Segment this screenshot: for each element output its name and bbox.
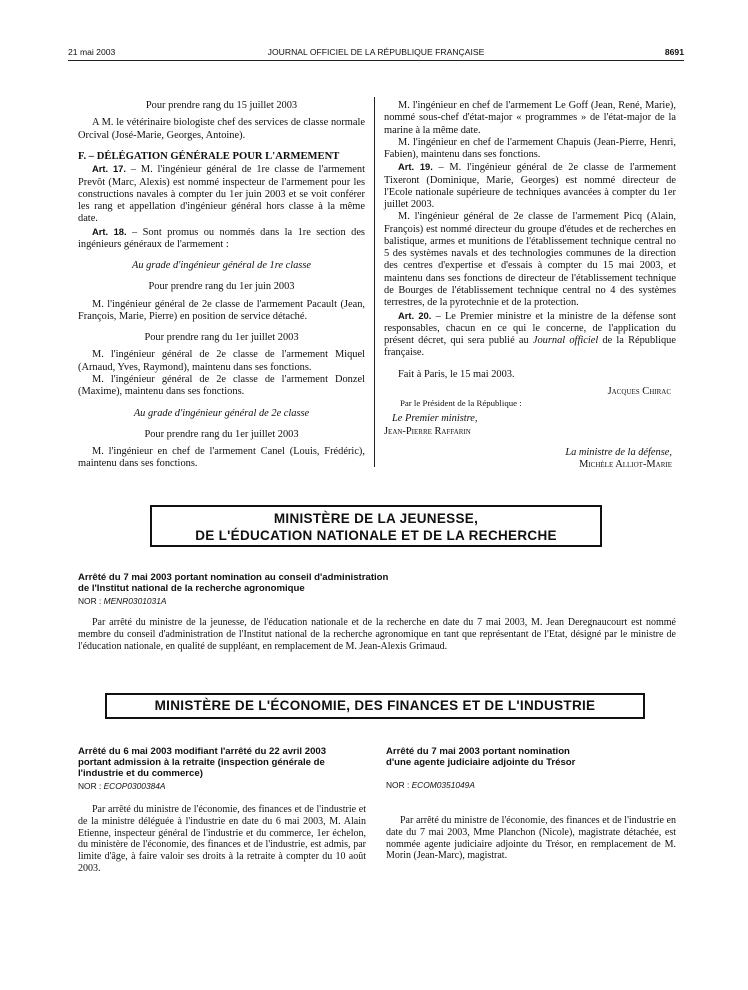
column-divider (374, 97, 375, 467)
paragraph-legoff: M. l'ingénieur en chef de l'armement Le Goff (Jean, René, Marie), nommé sous-chef d'état-major « programmes » de l'état-major de la marine à la même date. (384, 100, 676, 136)
nor-label: NOR : (78, 596, 104, 607)
article-17-text: – M. l'ingénieur général de 1re classe de l'armement Prevôt (Marc, Alexis) est nommé inspecteur de l'armement pour les constructions navales à compter du 1er juin 2003 et se voit conférer les rang et appellation d'ingénieur général hors classe à la même date. (78, 164, 365, 225)
economy-left-body: Par arrêté du ministre de l'économie, des finances et de l'industrie et de la ministre déléguée à l'industrie en date du 6 mai 2003, M. Alain Etienne, inspecteur général de l'industrie et du commerce, 1er échelon, du ministère de l'économie, des finances et de l'industrie, est admis, par limite d'âge, à faire valoir ses droits à la retraite à compter du 10 août 2003. (78, 804, 366, 874)
arrete-title: l'industrie et du commerce) (78, 768, 203, 780)
defense-minister-title: La ministre de la défense, (565, 447, 672, 459)
article-17 (78, 163, 365, 225)
article-20 (384, 310, 676, 360)
ministry-education-line1: MINISTÈRE DE LA JEUNESSE, (273, 511, 479, 526)
left-column (78, 100, 365, 471)
paragraph-canel: M. l'ingénieur en chef de l'armement Canel (Louis, Frédéric), maintenu dans ses fonctions. (78, 446, 365, 470)
arrete-title: de l'Institut national de la recherche agronomique (78, 583, 305, 595)
paragraph-donzel: M. l'ingénieur général de 2e classe de l'armement Donzel (Maxime), maintenu dans ses fonctions. (78, 374, 365, 398)
nor-code: MENR0301031A (103, 596, 167, 607)
article-19 (384, 161, 676, 211)
nor-code: ECOM0351049A (411, 780, 475, 791)
economy-left-arrete (78, 746, 366, 875)
nor-label: NOR : (78, 781, 104, 792)
header-page-number: 8691 (664, 47, 684, 57)
premier-ministre-title: Le Premier ministre, (392, 413, 478, 425)
article-18 (78, 226, 365, 252)
signer-president: Jacques Chirac (607, 385, 671, 397)
article-19-label: Art. 19. (398, 161, 433, 173)
fait-a-paris: Fait à Paris, le 15 mai 2003. (398, 368, 515, 380)
arrete-title: portant admission à la retraite (inspection générale de (78, 757, 325, 769)
header-journal-title: JOURNAL OFFICIEL DE LA RÉPUBLIQUE FRANÇAISE (267, 47, 485, 57)
article-20-text-b: de la République française. (384, 335, 676, 359)
section-heading-dga: F. – DÉLÉGATION GÉNÉRALE POUR L'ARMEMENT (78, 150, 340, 162)
right-column (384, 100, 676, 472)
nor-code: ECOP0300384A (103, 781, 166, 792)
arrete-title: Arrêté du 6 mai 2003 modifiant l'arrêté du 22 avril 2003 (78, 746, 327, 757)
ministry-education-banner (150, 505, 602, 547)
article-18-label: Art. 18. (92, 225, 127, 237)
ministry-education-line2: DE L'ÉDUCATION NATIONALE ET DE LA RECHERCHE (195, 528, 557, 543)
paragraph-picq: M. l'ingénieur général de 2e classe de l'armement Picq (Alain, François) est nommé directeur du groupe d'études et de recherches en balistique, armes et munitions de l'établissement technique central no 5 des systèmes navals et des technologies communes de la direction des centres d'expertise et d'essais à compter du 15 mai 2003, et maintenu dans ses fonctions de directeur de l'établissement technique de Bourges de l'établissement technique central no 4 des systèmes terrestres, de la pyrotechnie et de la protection. (384, 211, 676, 309)
premier-ministre-name: Jean-Pierre Raffarin (384, 425, 471, 437)
rank-line: Pour prendre rang du 1er juillet 2003 (144, 428, 299, 440)
education-arrete (78, 572, 676, 652)
article-20-label: Art. 20. (398, 309, 432, 321)
grade-heading-2: Au grade d'ingénieur général de 2e classe (133, 407, 310, 419)
rank-line: Pour prendre rang du 1er juin 2003 (148, 281, 295, 293)
page-header (68, 47, 684, 59)
nor-label: NOR : (386, 780, 412, 791)
paragraph-miquel: M. l'ingénieur général de 2e classe de l'armement Miquel (Arnaud, Yves, Raymond), maintenu dans ses fonctions. (78, 349, 365, 373)
economy-right-body: Par arrêté du ministre de l'économie, des finances et de l'industrie en date du 7 mai 2003, Mme Planchon (Nicole), magistrate détachée, est nommée agente judiciaire adjointe du Trésor, en remplacement de M. Morin (Jean-Marc), magistrat. (386, 814, 676, 862)
arrete-title: d'une agente judiciaire adjointe du Trésor (386, 757, 576, 769)
rank-line: Pour prendre rang du 15 juillet 2003 (145, 100, 298, 111)
arrete-title: Arrêté du 7 mai 2003 portant nomination (386, 746, 570, 757)
ministry-economy-title: MINISTÈRE DE L'ÉCONOMIE, DES FINANCES ET DE L'INDUSTRIE (154, 698, 596, 713)
education-arrete-body: Par arrêté du ministre de la jeunesse, de l'éducation nationale et de la recherche en date du 7 mai 2003, M. Jean Deregnaucourt est nommé membre du conseil d'administration de l'Institut national de la recherche agronomique en tant que représentant de l'Etat, désigné par le ministre de l'éducation nationale, en qualité de suppléant, en remplacement de M. Jean-Alexis Grimaud. (78, 616, 676, 652)
paragraph-orcival: A M. le vétérinaire biologiste chef des services de classe normale Orcival (José-Marie, Georges, Antoine). (78, 117, 365, 141)
rank-line: Pour prendre rang du 1er juillet 2003 (144, 332, 299, 344)
article-20-journal-name: Journal officiel (532, 335, 599, 347)
nor-reference (78, 597, 676, 607)
header-date: 21 mai 2003 (68, 47, 116, 57)
arrete-title: Arrêté du 7 mai 2003 portant nomination au conseil d'administration (78, 572, 389, 583)
ministry-economy-banner (105, 693, 645, 719)
paragraph-pacault: M. l'ingénieur général de 2e classe de l'armement Pacault (Jean, François, Marie, Pierre) en position de service détaché. (78, 298, 365, 322)
defense-minister-name: Michèle Alliot-Marie (579, 459, 672, 471)
nor-reference (386, 781, 676, 791)
grade-heading-1: Au grade d'ingénieur général de 1re classe (131, 260, 311, 272)
article-19-text: – M. l'ingénieur général de 2e classe de l'armement Tixeront (Dominique, Marie, Georges) est nommé directeur de l'Ecole nationale supérieure de techniques avancées à compter du 1er juillet 2003. (384, 162, 676, 211)
article-20-text-a: – Le Premier ministre et la ministre de la défense sont responsables, chacun en ce qui le concerne, de l'application du présent décret, qui sera publié au (384, 310, 676, 347)
nor-reference (78, 782, 366, 792)
paragraph-chapuis: M. l'ingénieur en chef de l'armement Chapuis (Jean-Pierre, Henri, Fabien), maintenu dans ses fonctions. (384, 136, 676, 161)
article-17-label: Art. 17. (92, 163, 127, 175)
header-rule (68, 60, 684, 61)
economy-right-arrete (386, 746, 676, 862)
article-18-text: – Sont promus ou nommés dans la 1re section des ingénieurs généraux de l'armement : (78, 226, 365, 250)
par-le-president: Par le Président de la République : (400, 398, 522, 409)
